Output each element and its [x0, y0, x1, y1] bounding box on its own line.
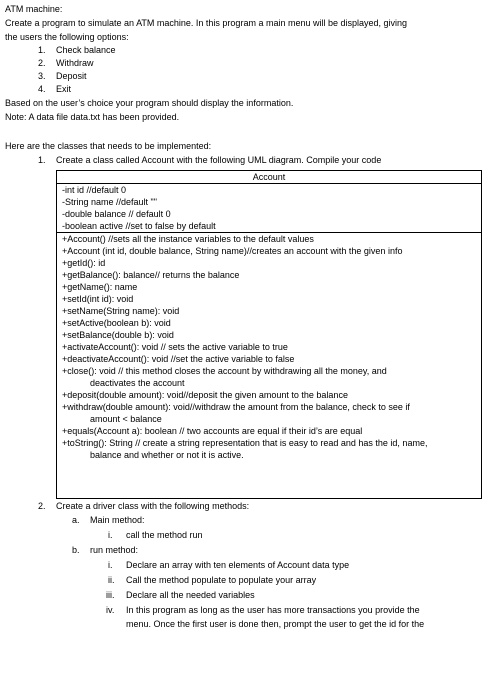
uml-class-title: Account: [57, 171, 481, 184]
uml-method: +toString(): String // create a string representation that is easy to read and has the id, name,: [62, 438, 428, 448]
uml-method-continuation: amount < balance: [90, 414, 162, 424]
uml-attribute: -double balance // default 0: [62, 209, 171, 219]
uml-method: +close(): void // this method closes the account by withdrawing all the money, and: [62, 366, 387, 376]
uml-method: +getBalance(): balance// returns the balance: [62, 270, 240, 280]
sub-sub-item-num: ii.: [108, 575, 115, 585]
intro-line-1: Create a program to simulate an ATM machine. In this program a main menu will be displayed, giving: [5, 18, 408, 28]
sub-sub-item-text: Declare all the needed variables: [126, 590, 255, 600]
uml-method: +activateAccount(): void // sets the active variable to true: [62, 342, 288, 352]
sub-sub-item-continuation: menu. Once the first user is done then, prompt the user to get the id for the: [126, 619, 425, 629]
sub-sub-item-num: iv.: [106, 605, 115, 615]
menu-option-num: 4.: [38, 84, 46, 94]
menu-option-text: Deposit: [56, 71, 87, 81]
note-text: Note: A data file data.txt has been provided.: [5, 112, 180, 122]
uml-method-continuation: balance and whether or not it is active.: [90, 450, 244, 460]
sub-item-letter: a.: [72, 515, 80, 525]
sub-sub-item-num: i.: [108, 530, 113, 540]
uml-method: +withdraw(double amount): void//withdraw the amount from the balance, check to see if: [62, 402, 410, 412]
sub-sub-item-num: iii.: [106, 590, 115, 600]
uml-method: +setId(int id): void: [62, 294, 134, 304]
step-number: 1.: [38, 155, 46, 165]
menu-option-num: 1.: [38, 45, 46, 55]
uml-method: +setBalance(double b): void: [62, 330, 174, 340]
sub-sub-item-text: Declare an array with ten elements of Account data type: [126, 560, 350, 570]
step-number: 2.: [38, 501, 46, 511]
uml-method-continuation: deactivates the account: [90, 378, 185, 388]
menu-option-num: 3.: [38, 71, 46, 81]
uml-method: +setName(String name): void: [62, 306, 180, 316]
sub-sub-item-text: In this program as long as the user has more transactions you provide the: [126, 605, 420, 615]
uml-method: +Account() //sets all the instance variables to the default values: [62, 234, 314, 244]
menu-option-num: 2.: [38, 58, 46, 68]
sub-sub-item-text: Call the method populate to populate your array: [126, 575, 317, 585]
menu-option-text: Exit: [56, 84, 72, 94]
uml-attribute: -boolean active //set to false by default: [62, 221, 216, 231]
classes-intro: Here are the classes that needs to be implemented:: [5, 141, 212, 151]
sub-item-text: Main method:: [90, 515, 145, 525]
intro-line-2: the users the following options:: [5, 32, 129, 42]
menu-option-text: Withdraw: [56, 58, 94, 68]
sub-item-text: run method:: [90, 545, 139, 555]
sub-sub-item-text: call the method run: [126, 530, 203, 540]
sub-item-letter: b.: [72, 545, 80, 555]
menu-option-text: Check balance: [56, 45, 116, 55]
uml-method: +deactivateAccount(): void //set the active variable to false: [62, 354, 295, 364]
uml-method: +getId(): id: [62, 258, 106, 268]
sub-sub-item-num: i.: [108, 560, 113, 570]
uml-attribute: -int id //default 0: [62, 185, 127, 195]
uml-attribute: -String name //default "": [62, 197, 157, 207]
choice-text: Based on the user’s choice your program should display the information.: [5, 98, 294, 108]
uml-diagram: [56, 170, 482, 499]
uml-method: +equals(Account a): boolean // two accounts are equal if their id’s are equal: [62, 426, 363, 436]
uml-method: +setActive(boolean b): void: [62, 318, 171, 328]
step-text: Create a driver class with the following methods:: [56, 501, 250, 511]
uml-method: +deposit(double amount): void//deposit the given amount to the balance: [62, 390, 348, 400]
page-heading: ATM machine:: [5, 4, 63, 14]
step-text: Create a class called Account with the following UML diagram. Compile your code: [56, 155, 382, 165]
uml-method: +Account (int id, double balance, String name)//creates an account with the given info: [62, 246, 403, 256]
uml-method: +getName(): name: [62, 282, 138, 292]
